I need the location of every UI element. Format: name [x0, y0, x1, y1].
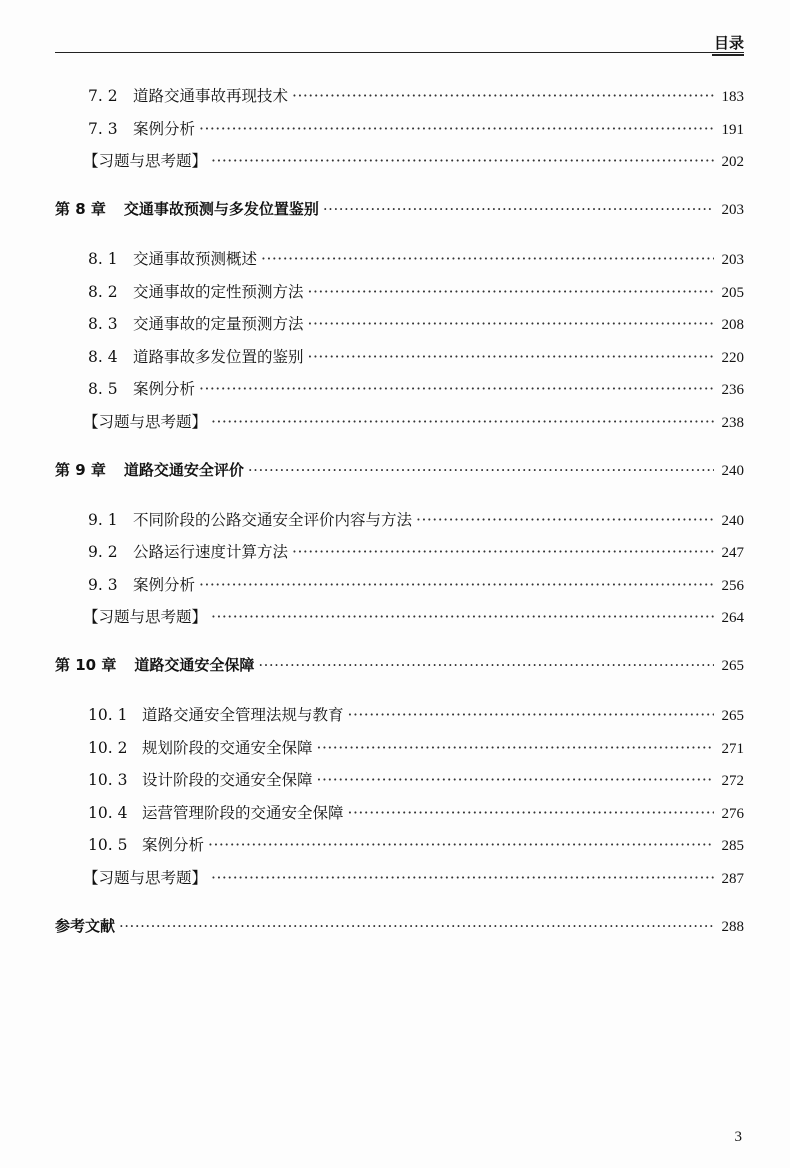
toc-entry-exercises[interactable]	[55, 605, 744, 638]
toc-entry-title: 【习题与思考题】	[83, 608, 208, 626]
toc-entry-title: 公路运行速度计算方法	[133, 543, 289, 561]
toc-entry-page: 220	[721, 349, 744, 366]
toc-entry-number: 8. 1	[88, 250, 118, 268]
toc-entry-page: 272	[721, 773, 744, 789]
dot-leader	[119, 917, 714, 935]
toc-entry-number: 10. 4	[88, 803, 128, 822]
toc-entry-section[interactable]	[55, 833, 744, 866]
toc-entry-section[interactable]	[55, 703, 744, 736]
dot-leader	[258, 656, 714, 674]
toc-entry-title: 案例分析	[133, 380, 196, 398]
toc-entry-page: 238	[721, 414, 744, 431]
toc-entry-exercises[interactable]	[55, 410, 744, 443]
toc-entry-chapter[interactable]	[55, 198, 744, 231]
toc-entry-section[interactable]	[55, 573, 744, 606]
toc-entry-title: 【习题与思考题】	[83, 152, 208, 170]
toc-entry-page: 240	[721, 462, 744, 479]
dot-leader	[199, 120, 714, 138]
toc-entry-page: 208	[721, 317, 744, 333]
toc-entry-page: 205	[721, 284, 744, 301]
toc-entry-number: 10. 2	[88, 738, 128, 757]
toc-entry-page: 265	[721, 708, 744, 724]
toc-entry-references[interactable]	[55, 915, 744, 948]
toc-entry-number: 10. 1	[88, 706, 128, 724]
toc-entry-title: 道路交通安全管理法规与教育	[142, 706, 344, 724]
toc-entry-title: 案例分析	[142, 836, 205, 854]
toc-entry-number: 8. 2	[88, 282, 118, 301]
toc-entry-number: 8. 4	[88, 347, 118, 366]
toc-entry-number: 7. 2	[88, 87, 118, 105]
toc-entry-page: 264	[721, 610, 744, 626]
toc-entry-title: 交通事故预测与多发位置鉴别	[123, 200, 319, 218]
toc-entry-page: 183	[721, 89, 744, 105]
toc-entry-title: 道路交通安全评价	[123, 460, 244, 479]
toc-entry-section[interactable]	[55, 117, 744, 150]
dot-leader	[292, 543, 714, 561]
toc-entry-section[interactable]	[55, 247, 744, 280]
toc-entry-page: 265	[721, 658, 744, 674]
toc-entry-page: 202	[721, 154, 744, 170]
toc-entry-title: 案例分析	[133, 119, 196, 138]
dot-leader	[308, 315, 714, 333]
page-number: 3	[734, 1129, 742, 1145]
toc-entry-section[interactable]	[55, 540, 744, 573]
toc-entry-number: 9. 3	[88, 575, 118, 594]
dot-leader	[308, 283, 714, 301]
toc-entry-title: 运营管理阶段的交通安全保障	[142, 803, 344, 822]
toc-entry-title: 【习题与思考题】	[83, 412, 208, 431]
toc-entry-section[interactable]	[55, 768, 744, 801]
dot-leader	[211, 152, 714, 170]
toc-entry-page: 247	[721, 545, 744, 561]
toc-entry-title: 道路事故多发位置的鉴别	[133, 347, 304, 366]
toc-entry-title: 交通事故的定量预测方法	[133, 315, 304, 333]
toc-entry-title: 道路交通事故再现技术	[133, 87, 289, 105]
dot-leader	[323, 200, 714, 218]
toc-entry-section[interactable]	[55, 345, 744, 378]
dot-leader	[348, 804, 714, 822]
toc-entry-page: 203	[721, 202, 744, 218]
toc-entry-page: 256	[721, 577, 744, 594]
dot-leader	[211, 608, 714, 626]
dot-leader	[199, 380, 714, 398]
toc-entry-page: 285	[721, 838, 744, 854]
toc-entry-title: 案例分析	[133, 575, 196, 594]
dot-leader	[211, 413, 714, 431]
dot-leader	[208, 836, 714, 854]
toc-entry-page: 271	[721, 740, 744, 757]
dot-leader	[211, 869, 714, 887]
toc-entry-number: 8. 5	[88, 380, 118, 398]
toc-entry-exercises[interactable]	[55, 866, 744, 899]
toc-entry-chapter[interactable]	[55, 459, 744, 492]
toc-entry-exercises[interactable]	[55, 149, 744, 182]
toc-entry-number: 第 8 章	[55, 200, 106, 218]
toc-entry-section[interactable]	[55, 377, 744, 410]
table-of-contents	[55, 84, 744, 947]
toc-entry-number: 9. 2	[88, 543, 118, 561]
toc-entry-title: 道路交通安全保障	[134, 656, 255, 674]
dot-leader	[348, 706, 714, 724]
toc-entry-number: 第 10 章	[55, 656, 117, 674]
toc-entry-page: 288	[721, 918, 744, 935]
dot-leader	[261, 250, 714, 268]
toc-entry-section[interactable]	[55, 508, 744, 541]
toc-entry-number: 9. 1	[88, 510, 118, 529]
toc-entry-title: 规划阶段的交通安全保障	[142, 738, 313, 757]
toc-entry-title: 参考文献	[55, 916, 116, 935]
toc-entry-title: 【习题与思考题】	[83, 868, 208, 887]
toc-entry-number: 7. 3	[88, 119, 118, 138]
toc-entry-page: 276	[721, 805, 744, 822]
dot-leader	[416, 511, 714, 529]
toc-entry-title: 交通事故的定性预测方法	[133, 282, 304, 301]
dot-leader	[308, 348, 714, 366]
toc-entry-section[interactable]	[55, 280, 744, 313]
toc-entry-title: 交通事故预测概述	[133, 250, 258, 268]
header-rule	[55, 52, 744, 53]
toc-entry-page: 236	[721, 382, 744, 398]
dot-leader	[199, 576, 714, 594]
toc-entry-number: 8. 3	[88, 315, 118, 333]
dot-leader	[317, 739, 714, 757]
toc-entry-section[interactable]	[55, 801, 744, 834]
running-header-title: 目录	[713, 34, 744, 52]
toc-entry-page: 287	[721, 870, 744, 887]
toc-entry-title: 不同阶段的公路交通安全评价内容与方法	[133, 510, 413, 529]
toc-entry-number: 10. 3	[88, 771, 128, 789]
toc-entry-number: 第 9 章	[55, 460, 106, 479]
toc-entry-section[interactable]	[55, 736, 744, 769]
toc-entry-page: 203	[721, 252, 744, 268]
toc-entry-page: 191	[721, 121, 744, 138]
dot-leader	[248, 461, 714, 479]
toc-entry-section[interactable]	[55, 84, 744, 117]
dot-leader	[317, 771, 714, 789]
toc-entry-number: 10. 5	[88, 836, 128, 854]
dot-leader	[292, 87, 714, 105]
toc-entry-title: 设计阶段的交通安全保障	[142, 771, 313, 789]
toc-entry-page: 240	[721, 512, 744, 529]
toc-entry-chapter[interactable]	[55, 654, 744, 687]
toc-entry-section[interactable]	[55, 312, 744, 345]
